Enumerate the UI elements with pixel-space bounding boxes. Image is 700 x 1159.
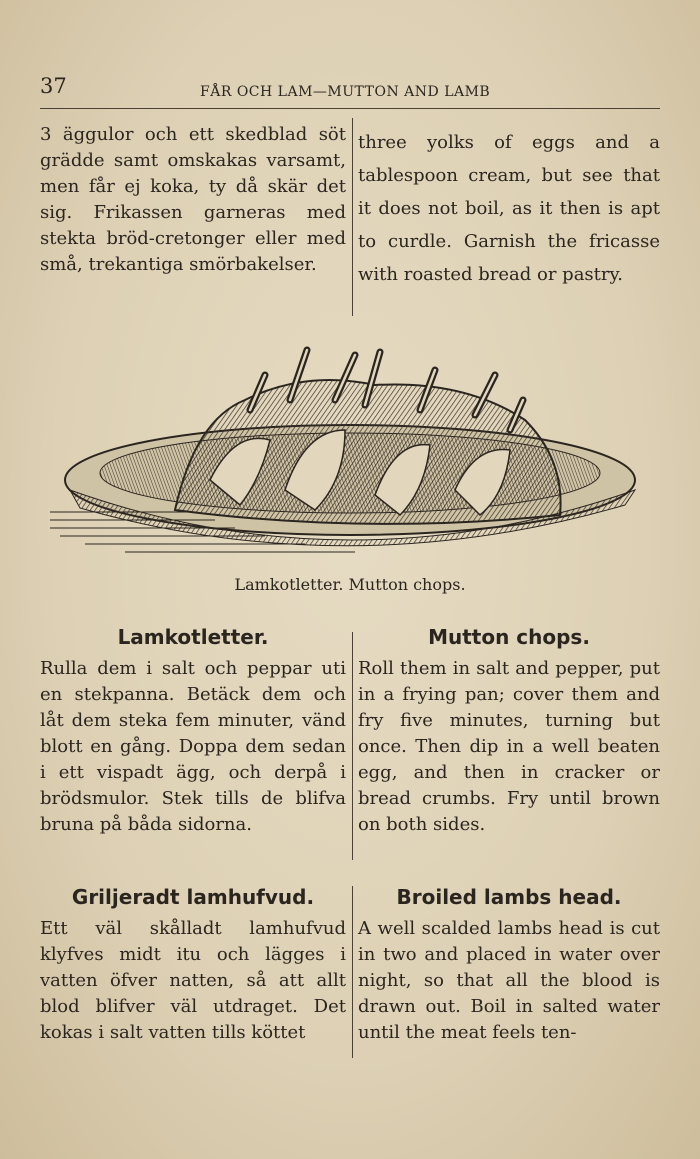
mutton-chops-illustration: [45, 330, 655, 575]
top-english-text: three yolks of eggs and a tablespoon cream, but see that it does not boil, as it then is apt to curdle. Garnish the fricasse with roasted bread or pastry.: [358, 132, 660, 285]
recipe-lamkotletter: [40, 624, 346, 838]
top-swedish-text: 3 äggulor och ett skedblad söt grädde samt omskakas varsamt, men får ej koka, ty då skär det sig. Frikassen garneras med stekta bröd-cretonger eller med små, trekantiga smörbakelser.: [40, 124, 346, 275]
recipe-text-swedish: Rulla dem i salt och peppar uti en stekpanna. Betäck dem och låt dem steka fem minuter, vänd blott en gång. Doppa dem sedan i ett vispadt ägg, och derpå i brödsmulor. Stek tills de blifva bruna på båda sidorna.: [40, 658, 346, 835]
recipe-broiled-lambs-head: [358, 884, 660, 1046]
illustration-caption: Lamkotletter. Mutton chops.: [234, 575, 466, 594]
column-divider: [352, 886, 353, 1058]
recipe-text-swedish: Ett väl skålladt lamhufvud klyfves midt itu och lägges i vatten öfver natten, så att allt blod blifver väl utdraget. Det kokas i salt vatten tills köttet: [40, 918, 346, 1043]
recipe-title-english: Mutton chops.: [428, 625, 590, 649]
header-rule: [40, 108, 660, 109]
column-divider: [352, 118, 353, 316]
top-english-column: [358, 126, 660, 291]
page-header: [40, 72, 660, 102]
recipe-title-english: Broiled lambs head.: [396, 885, 622, 909]
top-swedish-column: [40, 122, 346, 278]
running-head: FÅR OCH LAM—MUTTON AND LAMB: [200, 84, 491, 100]
recipe-title-swedish: Griljeradt lamhufvud.: [71, 885, 315, 909]
column-divider: [352, 632, 353, 860]
recipe-mutton-chops: [358, 624, 660, 838]
recipe-title-swedish: Lamkotletter.: [117, 625, 269, 649]
page-number: 37: [40, 74, 67, 98]
recipe-griljeradt-lamhufvud: [40, 884, 346, 1046]
recipe-text-english: A well scalded lambs head is cut in two and placed in water over night, so that all the blood is drawn out. Boil in salted water until the meat feels ten-: [358, 918, 660, 1043]
recipe-text-english: Roll them in salt and pepper, put in a frying pan; cover them and fry five minutes, turning but once. Then dip in a well beaten egg, and then in cracker or bread crumbs. Fry until brown on both sides.: [358, 658, 660, 835]
